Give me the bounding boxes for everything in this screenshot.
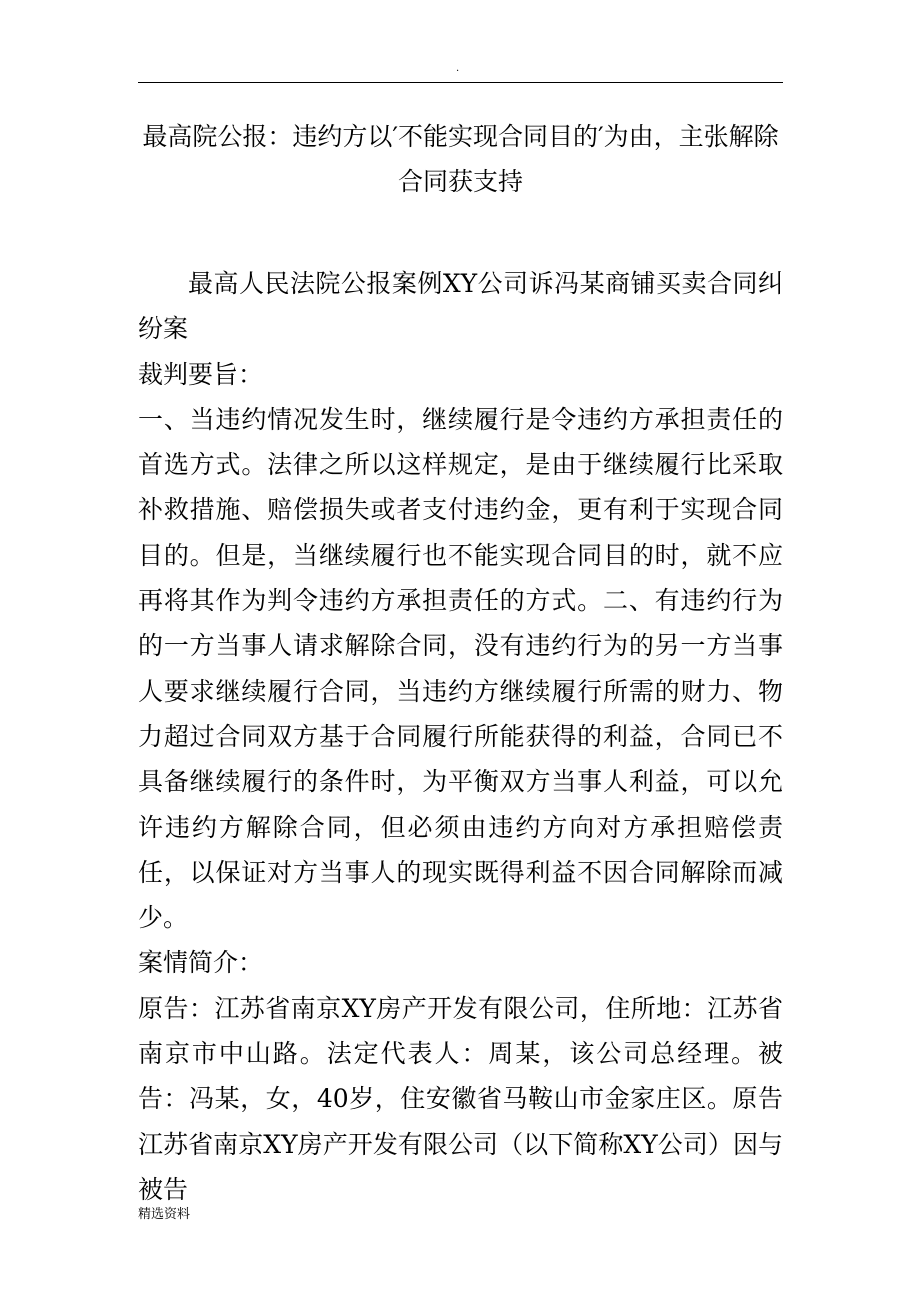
ruling-paragraph: 一、当违约情况发生时，继续履行是令违约方承担责任的首选方式。法律之所以这样规定，是由于继续履行比采取补救措施、赔偿损失或者支付违约金，更有利于实现合同目的。但是，当继续履行也不能实现合同目的时，就不应再将其作为判令违约方承担责任的方式。二、有违约行为的一方当事人请求解除合同，没有违约行为的另一方当事人要求继续履行合同，当违约方继续履行所需的财力、物力超过合同双方基于合同履行所能获得的利益，合同已不具备继续履行的条件时，为平衡双方当事人利益，可以允许违约方解除合同，但必须由违约方向对方承担赔偿责任，以保证对方当事人的现实既得利益不因合同解除而减少。	[138, 404, 783, 933]
case-name-paragraph: 最高人民法院公报案例XY公司诉冯某商铺买卖合同纠纷案	[138, 269, 783, 344]
header-rule	[138, 82, 783, 83]
case-summary-paragraph: 原告：江苏省南京XY房产开发有限公司，住所地：江苏省南京市中山路。法定代表人：周某，该公司总经理。被告：冯某，女，40岁，住安徽省马鞍山市金家庄区。原告江苏省南京XY房产开发有限公司（以下简称XY公司）因与被告	[138, 993, 783, 1204]
document-body	[138, 261, 783, 1212]
section-heading-case-summary: 案情简介：	[138, 948, 264, 978]
section-heading-ruling: 裁判要旨：	[138, 359, 264, 389]
document-title: 最高院公报：违约方以′不能实现合同目的′为由，主张解除合同获支持	[142, 122, 779, 196]
footer-label: 精选资料	[138, 1207, 191, 1222]
header-mark: .	[456, 63, 460, 74]
